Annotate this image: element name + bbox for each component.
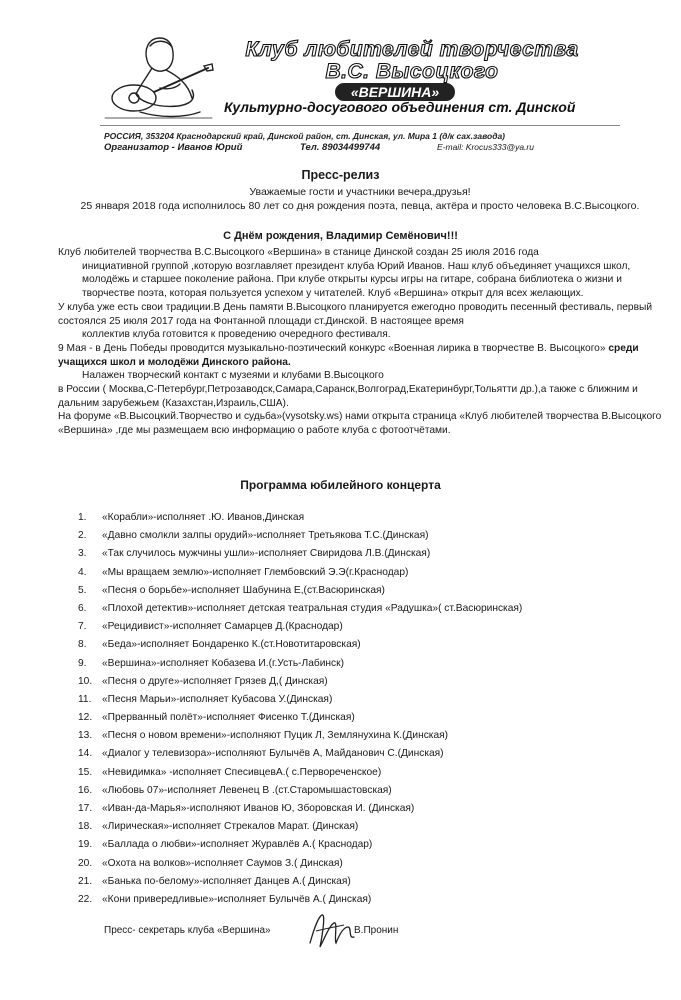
paragraph-traditions: У клуба уже есть свои традиции.В День памяти В.Высоцкого планируется ежегодно проводить песенный фестиваль, первый состоялся 25 июля 2017 года на Фонтанной площади ст.Динской. В настоящее время bbox=[58, 301, 653, 327]
header-divider bbox=[100, 125, 620, 126]
anniversary-text: 25 января 2018 года исполнилось 80 лет со дня рождения поэта, певца, актёра и просто человека В.С.Высоцкого. bbox=[80, 200, 640, 212]
page-title: Пресс-релиз bbox=[301, 168, 380, 182]
programme-item-number: 10. bbox=[78, 675, 93, 687]
programme-item bbox=[78, 673, 638, 691]
programme-title: Программа юбилейного концерта bbox=[240, 478, 441, 492]
programme-item bbox=[78, 764, 638, 782]
programme-item-number: 22. bbox=[78, 893, 93, 905]
programme-item-text: «Иван-да-Марья»-исполняют Иванов Ю, Зборовская И. (Динская) bbox=[102, 803, 415, 814]
email: E-mail: Krocus333@ya.ru bbox=[437, 142, 534, 152]
guitarist-logo-icon bbox=[100, 28, 218, 124]
programme-item bbox=[78, 582, 638, 600]
paragraph-forum: На форуме «В.Высоцкий.Творчество и судьба»(vysotsky.ws) нами открыта страница «Клуб любителей творчества В.Высоцкого «Вершина» ,где мы размещаем всю информацию о работе клуба с фотоотчётами. bbox=[58, 411, 662, 437]
programme-item-text: «Песня Марьи»-исполняет Кубасова У.(Динская) bbox=[102, 693, 333, 705]
programme-item-number: 7. bbox=[78, 621, 87, 633]
programme-item-text: «Баллада о любви»-исполняет Журавлёв А.( Краснодар) bbox=[102, 839, 373, 851]
programme-item bbox=[78, 709, 638, 727]
programme-item bbox=[78, 636, 638, 654]
programme-item-text: «Кони привередливые»-исполняет Булычёв А.( Динская) bbox=[102, 893, 372, 905]
programme-item-number: 11. bbox=[78, 693, 92, 705]
paragraph-victory-day-start: 9 Мая - в День Победы проводится музыкально-поэтический конкурс «Военная лирика в творчестве В. Высоцкого» bbox=[58, 342, 606, 354]
programme-item bbox=[78, 564, 638, 582]
programme-item-text: «Прерванный полёт»-исполняет Фисенко Т.(Динская) bbox=[102, 712, 355, 724]
programme-item-text: «Любовь 07»-исполняет Левенец В .(ст.Старомышастовская) bbox=[102, 784, 392, 796]
programme-item bbox=[78, 782, 638, 800]
programme-item-number: 1. bbox=[78, 512, 87, 523]
programme-item-text: «Корабли»-исполняет .Ю. Иванов,Динская bbox=[102, 512, 305, 523]
programme-item-text: «Мы вращаем землю»-исполняет Глембовский Э.Э(г.Краснодар) bbox=[102, 566, 409, 578]
programme-item bbox=[78, 600, 638, 618]
address: РОССИЯ, 353204 Краснодарский край, Динской район, ст. Динская, ул. Мира 1 (д/к сах.завода) bbox=[104, 131, 506, 141]
programme-item-number: 13. bbox=[78, 730, 93, 742]
paragraph-club-rest: инициативной группой ,которую возглавляет президент клуба Юрий Иванов. Наш клуб объединяет учащихся школ, молодёжь и старшее поколение района. При клубе открыты курсы игры на гитаре, собрана библиотека о жизни и творчестве поэта, которая пользуется успехом у читателей. Клуб «Вершина» открыт для всех желающих. bbox=[82, 260, 631, 300]
programme-item-number: 18. bbox=[78, 821, 93, 833]
birthday-wish: С Днём рождения, Владимир Семёнович!!! bbox=[223, 230, 458, 242]
programme-item-text: «Давно смолкли залпы орудий»-исполняет Третьякова Т.С.(Динская) bbox=[102, 530, 429, 542]
paragraph-club-start: Клуб любителей творчества В.С.Высоцкого «Вершина» в станице Динской создан 25 июля 2016 года bbox=[58, 247, 539, 258]
programme-item-number: 9. bbox=[78, 657, 87, 669]
programme-item-number: 14. bbox=[78, 748, 93, 760]
programme-item bbox=[78, 655, 638, 673]
paragraph-victory-day bbox=[58, 342, 664, 369]
programme-item-text: «Песня о друге»-исполняет Грязев Д,( Динская) bbox=[102, 675, 328, 687]
programme-item-text: «Охота на волков»-исполняет Саумов З.( Динская) bbox=[102, 857, 343, 869]
programme-item bbox=[78, 836, 638, 854]
programme-item bbox=[78, 545, 638, 563]
programme-item-number: 8. bbox=[78, 639, 87, 651]
programme-item bbox=[78, 891, 638, 909]
phone: Тел. 89034499744 bbox=[300, 142, 381, 153]
programme-item-number: 6. bbox=[78, 602, 87, 614]
paragraph-traditions-rest: коллектив клуба готовится к проведению очередного фестиваля. bbox=[82, 329, 391, 341]
programme-item bbox=[78, 727, 638, 745]
programme-item-number: 21. bbox=[78, 875, 93, 887]
programme-item bbox=[78, 745, 638, 763]
organizer: Организатор - Иванов Юрий bbox=[104, 142, 243, 153]
programme-item-text: «Песня о новом времени»-исполняют Пуцик Л, Землянухина К.(Динская) bbox=[102, 730, 449, 742]
programme-item-text: «Диалог у телевизора»-исполняют Булычёв А, Майданович С.(Динская) bbox=[102, 748, 444, 760]
programme-item-number: 15. bbox=[78, 766, 93, 778]
programme-item-number: 5. bbox=[78, 584, 87, 596]
programme-item-number: 2. bbox=[78, 530, 87, 542]
programme-item-text: «Невидимка» -исполняет СпесивцевА.( с.Первореченское) bbox=[102, 766, 382, 778]
programme-list bbox=[78, 509, 638, 909]
programme-item-number: 16. bbox=[78, 784, 93, 796]
programme-item bbox=[78, 527, 638, 545]
programme-item-text: «Так случилось мужчины ушли»-исполняет Свиридова Л.В.(Динская) bbox=[102, 548, 431, 560]
programme-item-number: 17. bbox=[78, 803, 93, 814]
programme-item bbox=[78, 618, 638, 636]
signature-row bbox=[104, 915, 604, 955]
paragraph-victory-day-bold: среди учащихся школ и молодёжи Динского района. bbox=[58, 342, 639, 368]
paragraph-club bbox=[58, 246, 664, 260]
programme-item-number: 3. bbox=[78, 548, 87, 560]
association-name: Культурно-досугового объединения ст. Динской bbox=[224, 99, 576, 115]
programme-item-text: «Рецидивист»-исполняет Самарцев Д.(Краснодар) bbox=[102, 621, 343, 633]
club-subtitle: В.С. Высоцкого bbox=[325, 60, 499, 83]
programme-item bbox=[78, 509, 638, 527]
programme-item-text: «Банька по-белому»-исполняет Данцев А.( Динская) bbox=[102, 875, 351, 887]
programme-item-text: «Плохой детектив»-исполняет детская театральная студия «Радушка»( ст.Васюринская) bbox=[102, 602, 523, 614]
intro bbox=[60, 185, 660, 213]
programme-item bbox=[78, 818, 638, 836]
programme-item-number: 19. bbox=[78, 839, 93, 851]
press-body bbox=[58, 246, 664, 438]
programme-item-number: 12. bbox=[78, 712, 93, 724]
programme-item-text: «Лирическая»-исполняет Стрекалов Марат. (Динская) bbox=[102, 821, 359, 833]
club-title: Клуб любителей творчества bbox=[245, 38, 579, 61]
contact-line bbox=[104, 142, 664, 154]
paragraph-contacts-rest: в России ( Москва,С-Петербург,Петрозаводск,Самара,Саранск,Волгоград,Екатеринбург,Тольятти др.),а также с ближним и дальним зарубежьем (Казахстан,Израиль,США). bbox=[58, 384, 638, 409]
paragraph-contacts: Налажен творческий контакт с музеями и клубами В.Высоцкого bbox=[82, 370, 384, 382]
programme-item bbox=[78, 855, 638, 873]
signature-label: Пресс- секретарь клуба «Вершина» bbox=[104, 925, 271, 936]
programme-item-text: «Вершина»-исполняет Кобазева И.(г.Усть-Лабинск) bbox=[102, 657, 344, 669]
signature-name: В.Пронин bbox=[354, 925, 399, 936]
programme-item-text: «Беда»-исполняет Бондаренко К.(ст.Новотитаровская) bbox=[102, 639, 361, 651]
programme-item bbox=[78, 800, 638, 818]
programme-item-number: 4. bbox=[78, 566, 87, 578]
programme-item-text: «Песня о борьбе»-исполняет Шабунина Е,(ст.Васюринская) bbox=[102, 584, 385, 596]
programme-item bbox=[78, 691, 638, 709]
programme-item-number: 20. bbox=[78, 857, 93, 869]
greeting: Уважаемые гости и участники вечера,друзья! bbox=[249, 186, 471, 198]
club-badge: «ВЕРШИНА» bbox=[335, 83, 455, 101]
programme-item bbox=[78, 873, 638, 891]
